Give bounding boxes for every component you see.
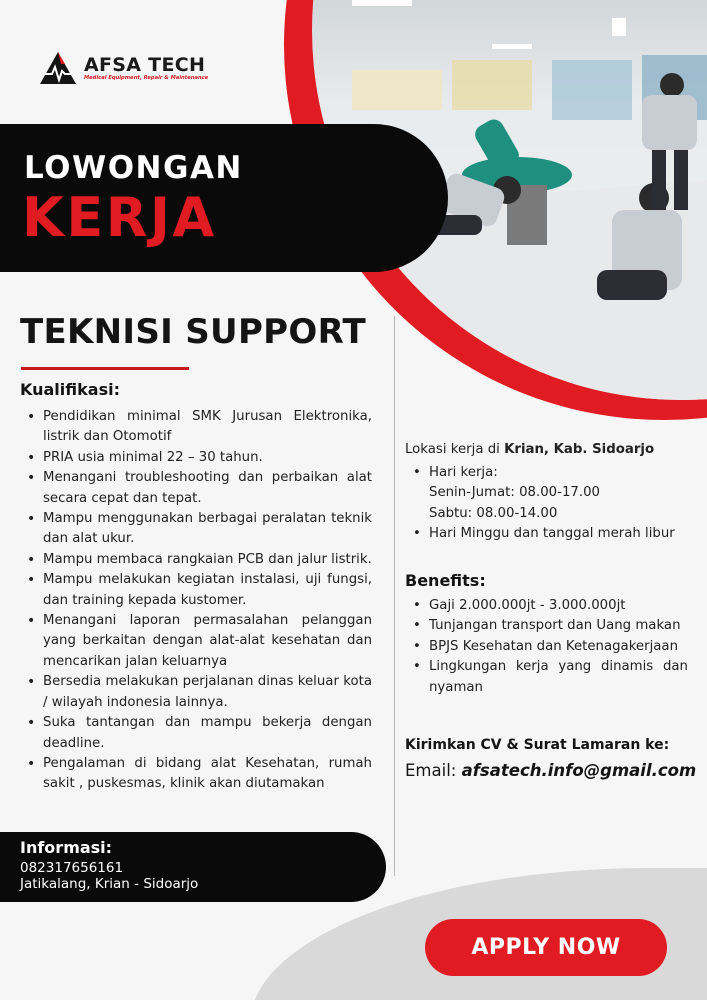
- qualification-item: • Mampu melakukan kegiatan instalasi, uji fungsi, dan training kepada kustomer.: [24, 570, 372, 611]
- weekday-hours: Senin-Jumat: 08.00-17.00: [429, 485, 601, 501]
- info-heading: Informasi:: [20, 838, 113, 857]
- qualification-item: • Menangani laporan permasalahan pelanggan yang berkaitan dengan alat-alat kesehatan dan mencarikan jalan keluarnya: [24, 611, 372, 672]
- workdays-label: • Hari kerja:: [429, 465, 498, 480]
- schedule-workdays: [410, 463, 700, 524]
- benefits-list: [410, 596, 688, 698]
- headline-line2: KERJA: [22, 186, 217, 249]
- brand-name: AFSA TECH: [84, 53, 206, 76]
- qualification-item: • Pengalaman di bidang alat Kesehatan, rumah sakit , puskesmas, klinik akan diutamakan: [24, 754, 372, 795]
- benefit-item: • Tunjangan transport dan Uang makan: [410, 616, 688, 636]
- qualification-item: • Mampu menggunakan berbagai peralatan teknik dan alat ukur.: [24, 509, 372, 550]
- benefits-heading: Benefits:: [405, 571, 486, 590]
- saturday-hours: Sabtu: 08.00-14.00: [429, 505, 558, 521]
- info-address: Jatikalang, Krian - Sidoarjo: [20, 876, 199, 892]
- job-title: TEKNISI SUPPORT: [20, 312, 367, 352]
- schedule-holiday: • Hari Minggu dan tanggal merah libur: [410, 524, 700, 544]
- benefit-item: • Lingkungan kerja yang dinamis dan nyaman: [410, 657, 688, 698]
- work-location-place: Krian, Kab. Sidoarjo: [504, 442, 655, 457]
- brand-tagline: Medical Equipment, Repair & Maintenance: [84, 74, 209, 81]
- qualification-item: • Pendidikan minimal SMK Jurusan Elektronika, listrik dan Otomotif: [24, 407, 372, 448]
- headline-line1: LOWONGAN: [24, 150, 243, 186]
- info-phone[interactable]: 082317656161: [20, 860, 124, 876]
- afsa-logo-icon: [38, 50, 78, 86]
- qualification-item: • Bersedia melakukan perjalanan dinas keluar kota / wilayah indonesia lainnya.: [24, 672, 372, 713]
- work-location: [405, 442, 654, 457]
- email-label: Email:: [405, 761, 462, 780]
- qualifications-list: [24, 407, 372, 795]
- qualification-item: • Mampu membaca rangkaian PCB dan jalur listrik.: [24, 550, 372, 570]
- qualifications-heading: Kualifikasi:: [20, 380, 120, 399]
- work-location-prefix: Lokasi kerja di: [405, 442, 505, 457]
- benefit-item: • BPJS Kesehatan dan Ketenagakerjaan: [410, 637, 688, 657]
- brand-logo: [38, 50, 208, 86]
- send-cv-label: Kirimkan CV & Surat Lamaran ke:: [405, 737, 670, 753]
- column-divider: [394, 316, 395, 876]
- title-underline: [21, 367, 189, 370]
- qualification-item: • PRIA usia minimal 22 – 30 tahun.: [24, 448, 372, 468]
- email-address-link[interactable]: afsatech.info@gmail.com: [461, 761, 697, 780]
- apply-now-button[interactable]: APPLY NOW: [425, 919, 667, 976]
- benefit-item: • Gaji 2.000.000jt - 3.000.000jt: [410, 596, 688, 616]
- qualification-item: • Suka tantangan dan mampu bekerja dengan deadline.: [24, 713, 372, 754]
- schedule-list: [410, 463, 700, 545]
- email-line: [405, 761, 696, 780]
- qualification-item: • Menangani troubleshooting dan perbaikan alat secara cepat dan tepat.: [24, 468, 372, 509]
